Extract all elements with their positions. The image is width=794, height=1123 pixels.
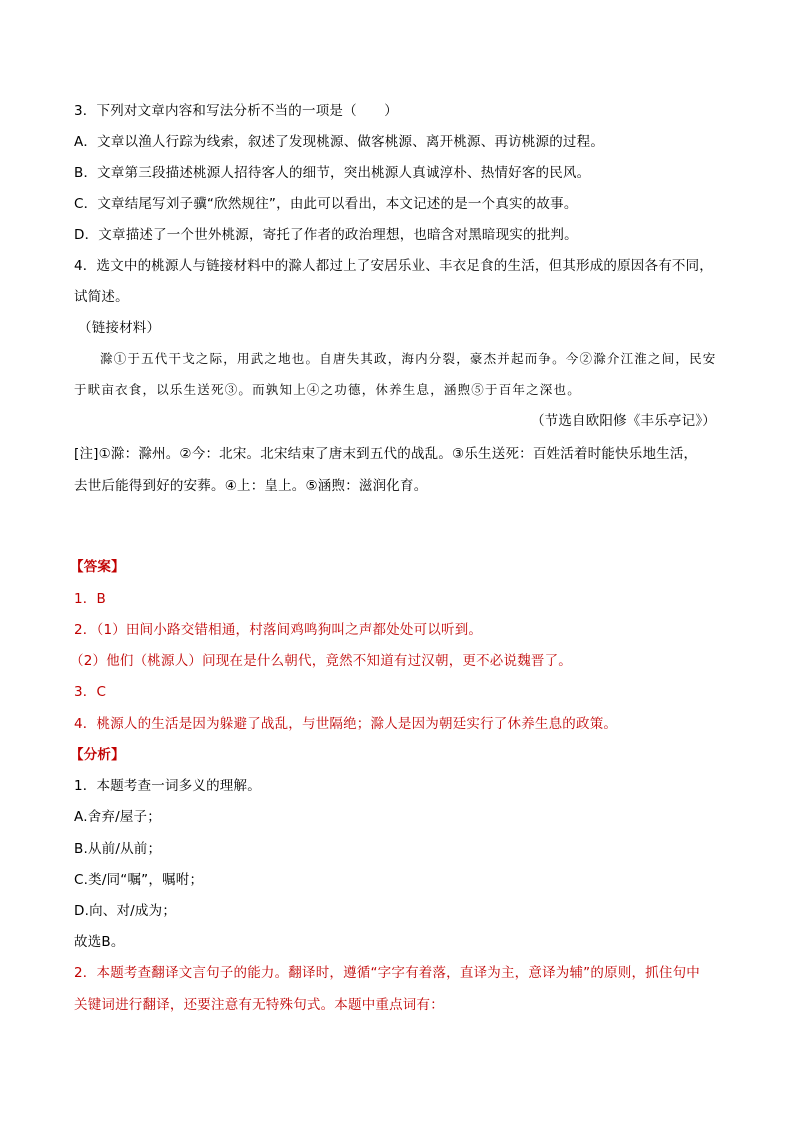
analysis-1-conclusion: 故选B。: [74, 934, 125, 950]
answer-1: 1．B: [74, 591, 106, 607]
question-3-option-b: B．文章第三段描述桃源人招待客人的细节，突出桃源人真诚淳朴、热情好客的民风。: [74, 165, 591, 181]
analysis-2-line2: 关键词进行翻译，还要注意有无特殊句式。本题中重点词有：: [74, 997, 444, 1013]
material-text-line1: 滁①于五代干戈之际，用武之地也。自唐失其政，海内分裂，豪杰并起而争。今②滁介江淮之间，民安: [100, 351, 717, 366]
material-source: （节选自欧阳修《丰乐亭记》）: [530, 413, 716, 429]
question-4-stem-line2: 试简述。: [74, 289, 129, 305]
analysis-2-line1: 2．本题考查翻译文言句子的能力。翻译时，遵循“字字有着落，直译为主，意译为辅”的原则，抓住句中: [74, 965, 700, 981]
note-line1: [注]①滁：滁州。②今：北宋。北宋结束了唐末到五代的战乱。③乐生送死：百姓活着时能快乐地生活，: [74, 446, 698, 462]
analysis-1-option-b: B.从前/从前；: [74, 841, 162, 857]
analysis-1-option-c: C.类/同“嘱”，嘱咐；: [74, 872, 204, 888]
analysis-1-option-a: A.舍弃/屋子；: [74, 809, 161, 825]
question-3-option-d: D．文章描述了一个世外桃源，寄托了作者的政治理想，也暗含对黑暗现实的批判。: [74, 227, 578, 243]
analysis-1-option-d: D.向、对/成为；: [74, 903, 177, 919]
question-3-stem: 3．下列对文章内容和写法分析不当的一项是（ ）: [74, 103, 398, 119]
question-4-stem-line1: 4．选文中的桃源人与链接材料中的滁人都过上了安居乐业、丰衣足食的生活，但其形成的原因各有不同，: [74, 258, 713, 274]
answer-2-part1: 2．（1）田间小路交错相通，村落间鸡鸣狗叫之声都处处可以听到。: [74, 622, 483, 638]
material-text-line2: 于畎亩衣食，以乐生送死③。而孰知上④之功德，休养生息，涵煦⑤于百年之深也。: [74, 382, 581, 397]
question-3-option-a: A．文章以渔人行踪为线索，叙述了发现桃源、做客桃源、离开桃源、再访桃源的过程。: [74, 134, 605, 150]
answer-3: 3．C: [74, 684, 107, 700]
material-title: （链接材料）: [78, 320, 161, 336]
question-3-option-c: C．文章结尾写刘子骥“欣然规往”，由此可以看出，本文记述的是一个真实的故事。: [74, 196, 578, 212]
note-line2: 去世后能得到好的安葬。④上：皇上。⑤涵煦：滋润化育。: [74, 478, 428, 494]
analysis-heading: 【分析】: [70, 747, 125, 763]
answer-heading: 【答案】: [70, 559, 125, 575]
answer-4: 4．桃源人的生活是因为躲避了战乱，与世隔绝；滁人是因为朝廷实行了休养生息的政策。: [74, 716, 618, 732]
analysis-1-intro: 1．本题考查一词多义的理解。: [74, 778, 261, 794]
answer-2-part2: （2）他们（桃源人）问现在是什么朝代，竟然不知道有过汉朝，更不必说魏晋了。: [70, 653, 572, 669]
